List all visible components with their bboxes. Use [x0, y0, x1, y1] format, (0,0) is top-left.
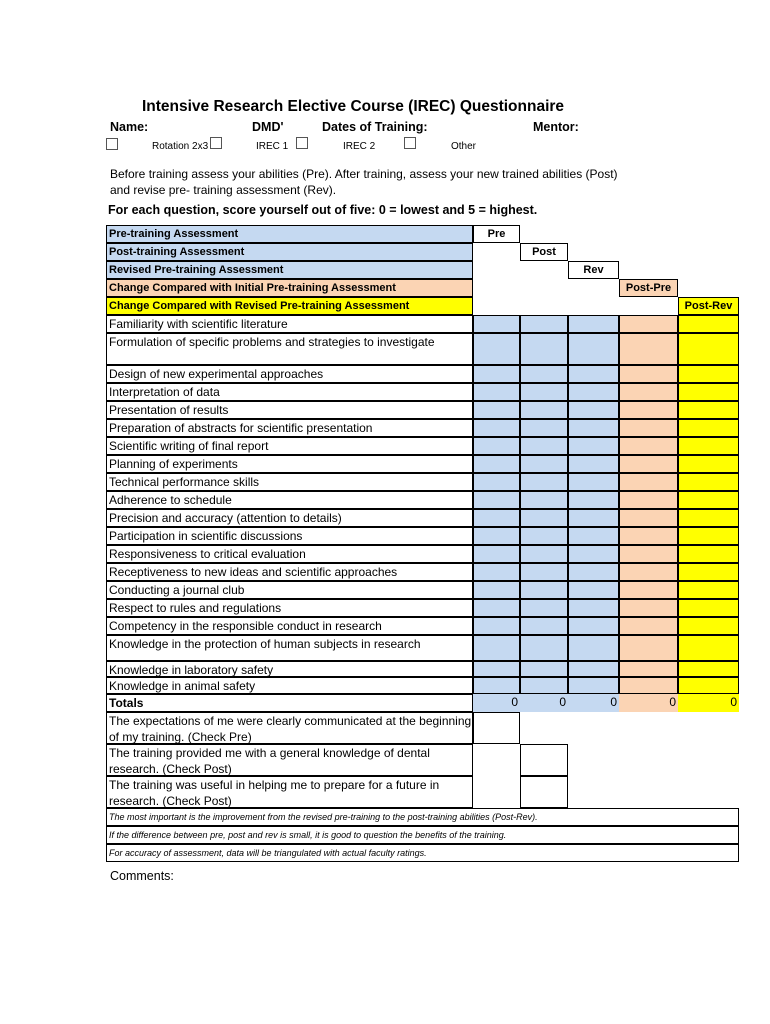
- irec2-option-label: IREC 2: [343, 141, 376, 152]
- score-cell-post-pre[interactable]: [619, 527, 678, 545]
- question-label: Responsiveness to critical evaluation: [106, 545, 473, 563]
- score-cell-rev[interactable]: [568, 527, 619, 545]
- legend-row-label: Pre-training Assessment: [106, 225, 473, 243]
- legend-row-label: Change Compared with Initial Pre-training Assessment: [106, 279, 473, 297]
- score-cell-rev[interactable]: [568, 491, 619, 509]
- score-cell-pre[interactable]: [473, 581, 520, 599]
- score-cell-post-rev[interactable]: [678, 599, 739, 617]
- score-cell-post-pre[interactable]: [619, 401, 678, 419]
- footnote: For accuracy of assessment, data will be triangulated with actual faculty ratings.: [106, 844, 739, 862]
- score-cell-post[interactable]: [520, 527, 568, 545]
- other-checkbox[interactable]: [404, 137, 416, 149]
- score-cell-post-rev[interactable]: [678, 677, 739, 694]
- score-cell-post-rev[interactable]: [678, 661, 739, 677]
- question-label: Competency in the responsible conduct in research: [106, 617, 473, 635]
- score-cell-pre[interactable]: [473, 661, 520, 677]
- column-header-post-pre: Post-Pre: [619, 279, 678, 297]
- irec1-option-label: IREC 1: [256, 141, 289, 152]
- score-cell-post[interactable]: [520, 365, 568, 383]
- column-header-post-rev: Post-Rev: [678, 297, 739, 315]
- score-cell-post-rev[interactable]: [678, 509, 739, 527]
- rotation-option-label: Rotation 2x3: [152, 141, 209, 152]
- score-cell-post[interactable]: [520, 383, 568, 401]
- score-cell-post[interactable]: [520, 473, 568, 491]
- score-cell-post[interactable]: [520, 677, 568, 694]
- check-question-label: The training was useful in helping me to prepare for a future in research. (Check Post): [106, 776, 473, 808]
- score-cell-rev[interactable]: [568, 383, 619, 401]
- question-label: Technical performance skills: [106, 473, 473, 491]
- question-label: Scientific writing of final report: [106, 437, 473, 455]
- legend-row-label: Post-training Assessment: [106, 243, 473, 261]
- score-cell-post[interactable]: [520, 401, 568, 419]
- footnote: If the difference between pre, post and rev is small, it is good to question the benefits of the training.: [106, 826, 739, 844]
- score-cell-post[interactable]: [520, 437, 568, 455]
- question-label: Preparation of abstracts for scientific presentation: [106, 419, 473, 437]
- score-cell-post-pre[interactable]: [619, 635, 678, 661]
- score-cell-post-pre[interactable]: [619, 473, 678, 491]
- score-cell-pre[interactable]: [473, 333, 520, 365]
- score-cell-rev[interactable]: [568, 545, 619, 563]
- score-cell-pre[interactable]: [473, 545, 520, 563]
- score-cell-post-rev[interactable]: [678, 365, 739, 383]
- score-cell-post[interactable]: [520, 315, 568, 333]
- score-cell-post-rev[interactable]: [678, 401, 739, 419]
- comments-label: Comments:: [110, 869, 174, 883]
- score-cell-rev[interactable]: [568, 315, 619, 333]
- score-cell-rev[interactable]: [568, 635, 619, 661]
- question-label: Planning of experiments: [106, 455, 473, 473]
- total-value-post-pre: 0: [619, 694, 678, 712]
- score-cell-post[interactable]: [520, 599, 568, 617]
- question-label: Knowledge in laboratory safety: [106, 661, 473, 677]
- legend-row-label: Revised Pre-training Assessment: [106, 261, 473, 279]
- score-cell-post-rev[interactable]: [678, 333, 739, 365]
- intro-text: Before training assess your abilities (Pre). After training, assess your new trained abilities (Post) and revise pre- training assessment (Rev).: [110, 167, 618, 197]
- score-cell-post[interactable]: [520, 563, 568, 581]
- score-cell-post[interactable]: [520, 491, 568, 509]
- totals-label: Totals: [106, 694, 473, 712]
- score-cell-pre[interactable]: [473, 473, 520, 491]
- score-cell-pre[interactable]: [473, 563, 520, 581]
- score-cell-post-pre[interactable]: [619, 661, 678, 677]
- irec1-checkbox[interactable]: [210, 137, 222, 149]
- score-cell-post[interactable]: [520, 545, 568, 563]
- question-label: Knowledge in animal safety: [106, 677, 473, 694]
- score-cell-post-rev[interactable]: [678, 545, 739, 563]
- score-cell-post[interactable]: [520, 617, 568, 635]
- score-cell-post-rev[interactable]: [678, 617, 739, 635]
- score-cell-rev[interactable]: [568, 617, 619, 635]
- total-value-post: 0: [520, 694, 568, 712]
- score-cell-pre[interactable]: [473, 509, 520, 527]
- check-box-pre[interactable]: [473, 712, 520, 744]
- total-value-rev: 0: [568, 694, 619, 712]
- score-cell-rev[interactable]: [568, 455, 619, 473]
- scoring-instruction: For each question, score yourself out of five: 0 = lowest and 5 = highest.: [108, 203, 538, 217]
- score-cell-pre[interactable]: [473, 677, 520, 694]
- score-cell-post[interactable]: [520, 635, 568, 661]
- score-cell-post-rev[interactable]: [678, 635, 739, 661]
- page-title: Intensive Research Elective Course (IREC) Questionnaire: [141, 98, 565, 115]
- question-label: Interpretation of data: [106, 383, 473, 401]
- score-cell-pre[interactable]: [473, 491, 520, 509]
- score-cell-post-rev[interactable]: [678, 491, 739, 509]
- score-cell-post-pre[interactable]: [619, 563, 678, 581]
- score-cell-pre[interactable]: [473, 617, 520, 635]
- column-header-pre: Pre: [473, 225, 520, 243]
- score-cell-post-rev[interactable]: [678, 419, 739, 437]
- column-header-rev: Rev: [568, 261, 619, 279]
- score-cell-post-pre[interactable]: [619, 491, 678, 509]
- score-cell-rev[interactable]: [568, 661, 619, 677]
- rotation-checkbox[interactable]: [106, 138, 118, 150]
- score-cell-rev[interactable]: [568, 437, 619, 455]
- footnote: The most important is the improvement from the revised pre-training to the post-training abilities (Post-Rev).: [106, 808, 739, 826]
- score-cell-post-rev[interactable]: [678, 383, 739, 401]
- score-cell-rev[interactable]: [568, 599, 619, 617]
- dmd-label: DMD': [252, 120, 284, 134]
- score-cell-post[interactable]: [520, 455, 568, 473]
- check-question-label: The expectations of me were clearly communicated at the beginning of my training. (Check Pre): [106, 712, 473, 744]
- mentor-label: Mentor:: [533, 120, 579, 134]
- question-label: Conducting a journal club: [106, 581, 473, 599]
- check-box-post[interactable]: [520, 776, 568, 808]
- score-cell-post-pre[interactable]: [619, 365, 678, 383]
- score-cell-rev[interactable]: [568, 401, 619, 419]
- question-label: Precision and accuracy (attention to details): [106, 509, 473, 527]
- score-cell-post[interactable]: [520, 509, 568, 527]
- score-cell-post-rev[interactable]: [678, 581, 739, 599]
- question-label: Adherence to schedule: [106, 491, 473, 509]
- score-cell-pre[interactable]: [473, 635, 520, 661]
- check-question-label: The training provided me with a general knowledge of dental research. (Check Post): [106, 744, 473, 776]
- score-cell-rev[interactable]: [568, 473, 619, 491]
- score-cell-post-pre[interactable]: [619, 677, 678, 694]
- score-cell-rev[interactable]: [568, 365, 619, 383]
- score-cell-post-pre[interactable]: [619, 315, 678, 333]
- question-label: Respect to rules and regulations: [106, 599, 473, 617]
- question-label: Design of new experimental approaches: [106, 365, 473, 383]
- score-cell-post-rev[interactable]: [678, 455, 739, 473]
- score-cell-rev[interactable]: [568, 581, 619, 599]
- question-label: Receptiveness to new ideas and scientific approaches: [106, 563, 473, 581]
- score-cell-post-pre[interactable]: [619, 437, 678, 455]
- score-cell-pre[interactable]: [473, 419, 520, 437]
- score-cell-post-rev[interactable]: [678, 563, 739, 581]
- score-cell-rev[interactable]: [568, 509, 619, 527]
- score-cell-pre[interactable]: [473, 527, 520, 545]
- score-cell-rev[interactable]: [568, 677, 619, 694]
- score-cell-post[interactable]: [520, 419, 568, 437]
- dates-label: Dates of Training:: [322, 120, 428, 134]
- score-cell-post-pre[interactable]: [619, 581, 678, 599]
- column-header-post: Post: [520, 243, 568, 261]
- question-label: Familiarity with scientific literature: [106, 315, 473, 333]
- score-cell-post-rev[interactable]: [678, 473, 739, 491]
- score-cell-pre[interactable]: [473, 455, 520, 473]
- score-cell-post[interactable]: [520, 333, 568, 365]
- other-option-label: Other: [451, 141, 477, 152]
- score-cell-post-pre[interactable]: [619, 509, 678, 527]
- name-label: Name:: [110, 120, 149, 134]
- score-cell-post-pre[interactable]: [619, 419, 678, 437]
- question-label: Formulation of specific problems and strategies to investigate: [106, 333, 473, 365]
- question-label: Participation in scientific discussions: [106, 527, 473, 545]
- score-cell-post-pre[interactable]: [619, 545, 678, 563]
- irec2-checkbox[interactable]: [296, 137, 308, 149]
- score-cell-post-pre[interactable]: [619, 333, 678, 365]
- score-cell-post-rev[interactable]: [678, 437, 739, 455]
- score-cell-post-pre[interactable]: [619, 599, 678, 617]
- score-cell-rev[interactable]: [568, 563, 619, 581]
- score-cell-pre[interactable]: [473, 599, 520, 617]
- score-cell-post-pre[interactable]: [619, 455, 678, 473]
- score-cell-pre[interactable]: [473, 401, 520, 419]
- assessment-table: [106, 225, 739, 870]
- question-label: Presentation of results: [106, 401, 473, 419]
- score-cell-post[interactable]: [520, 581, 568, 599]
- score-cell-post[interactable]: [520, 661, 568, 677]
- score-cell-rev[interactable]: [568, 333, 619, 365]
- score-cell-post-pre[interactable]: [619, 617, 678, 635]
- score-cell-pre[interactable]: [473, 383, 520, 401]
- score-cell-pre[interactable]: [473, 315, 520, 333]
- score-cell-rev[interactable]: [568, 419, 619, 437]
- legend-row-label: Change Compared with Revised Pre-training Assessment: [106, 297, 473, 315]
- score-cell-pre[interactable]: [473, 437, 520, 455]
- score-cell-post-rev[interactable]: [678, 315, 739, 333]
- total-value-pre: 0: [473, 694, 520, 712]
- check-box-post[interactable]: [520, 744, 568, 776]
- score-cell-pre[interactable]: [473, 365, 520, 383]
- score-cell-post-pre[interactable]: [619, 383, 678, 401]
- score-cell-post-rev[interactable]: [678, 527, 739, 545]
- question-label: Knowledge in the protection of human subjects in research: [106, 635, 473, 661]
- total-value-post-rev: 0: [678, 694, 739, 712]
